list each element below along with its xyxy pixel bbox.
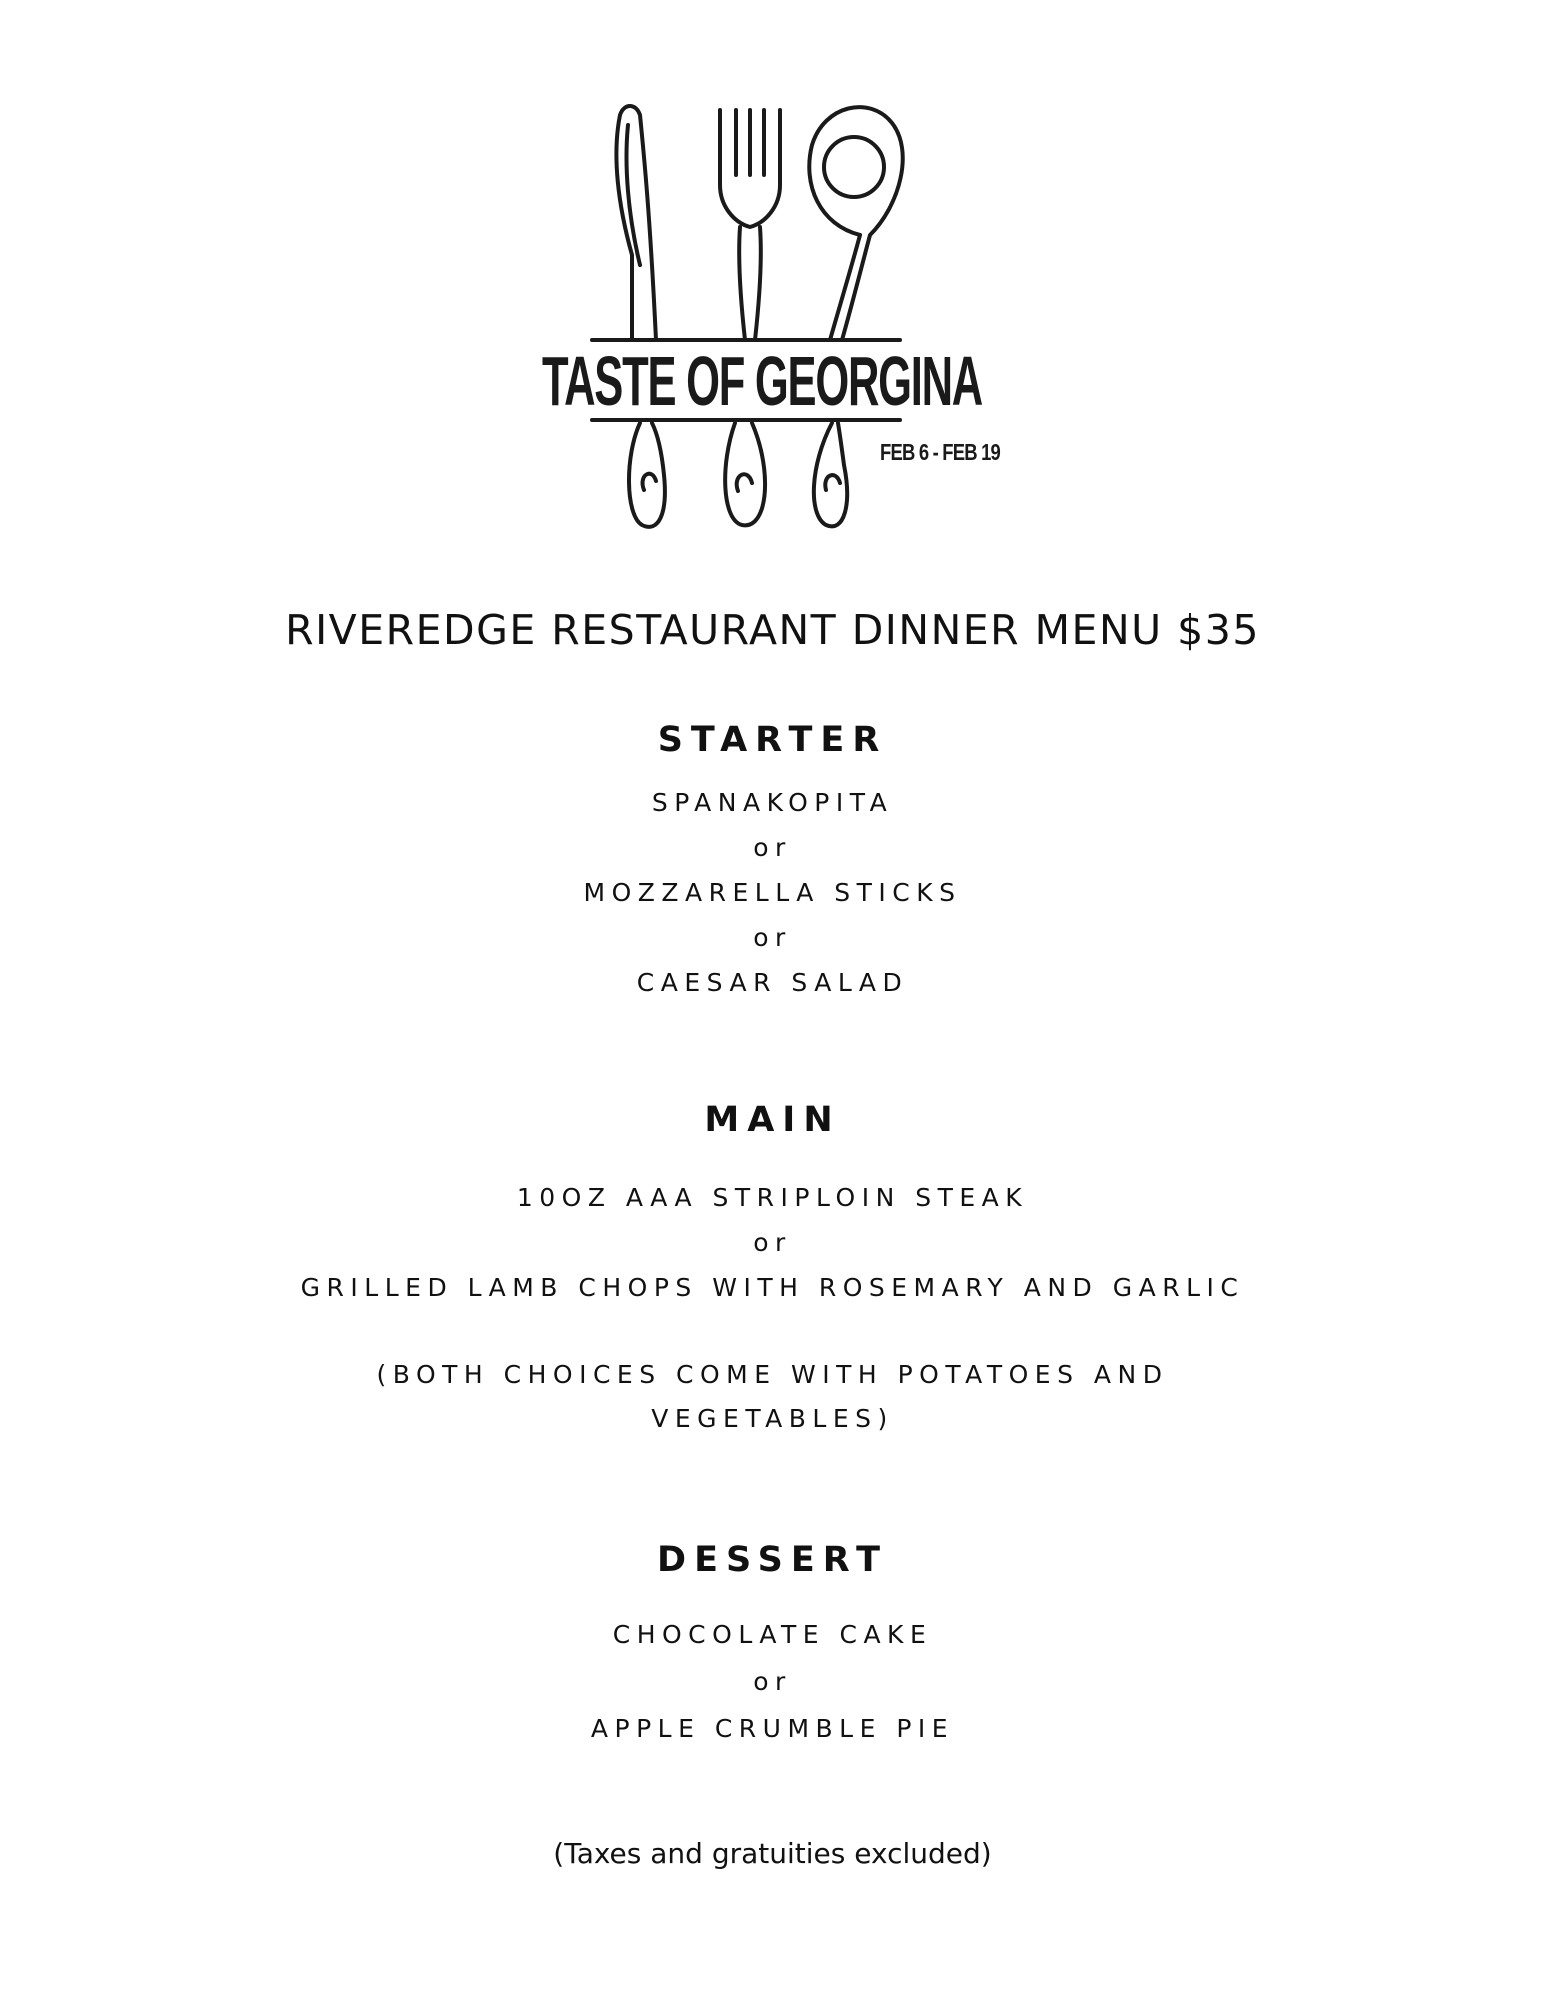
menu-separator: or — [753, 923, 792, 952]
menu-item: SPANAKOPITA — [651, 788, 894, 817]
knife-icon — [616, 106, 656, 340]
logo-dates: FEB 6 - FEB 19 — [880, 439, 1001, 465]
menu-separator: or — [753, 1667, 792, 1696]
menu-separator: or — [753, 833, 792, 862]
taste-of-georgina-logo — [540, 95, 1010, 545]
section-title-main: MAIN — [704, 1100, 841, 1140]
spoon-icon — [809, 107, 902, 340]
menu-separator: or — [753, 1228, 792, 1257]
section-title-starter: STARTER — [657, 720, 888, 760]
section-title-dessert: DESSERT — [657, 1540, 888, 1580]
menu-item: CHOCOLATE CAKE — [612, 1620, 933, 1649]
menu-item: GRILLED LAMB CHOPS WITH ROSEMARY AND GARLIC — [300, 1273, 1245, 1302]
logo-title: TASTE OF GEORGINA — [542, 342, 983, 420]
menu-heading: RIVEREDGE RESTAURANT DINNER MENU $35 — [285, 606, 1260, 654]
menu-item: CAESAR SALAD — [636, 968, 909, 997]
menu-item: 10OZ AAA STRIPLOIN STEAK — [516, 1183, 1029, 1212]
menu-item: MOZZARELLA STICKS — [583, 878, 962, 907]
main-items — [0, 1175, 1545, 1310]
starter-items — [0, 780, 1545, 1005]
main-note-wrap — [0, 1353, 1545, 1441]
main-note: (BOTH CHOICES COME WITH POTATOES AND VEGETABLES) — [376, 1360, 1169, 1433]
tax-footnote: (Taxes and gratuities excluded) — [553, 1837, 992, 1870]
dessert-items — [0, 1612, 1545, 1751]
menu-item: APPLE CRUMBLE PIE — [590, 1714, 955, 1743]
